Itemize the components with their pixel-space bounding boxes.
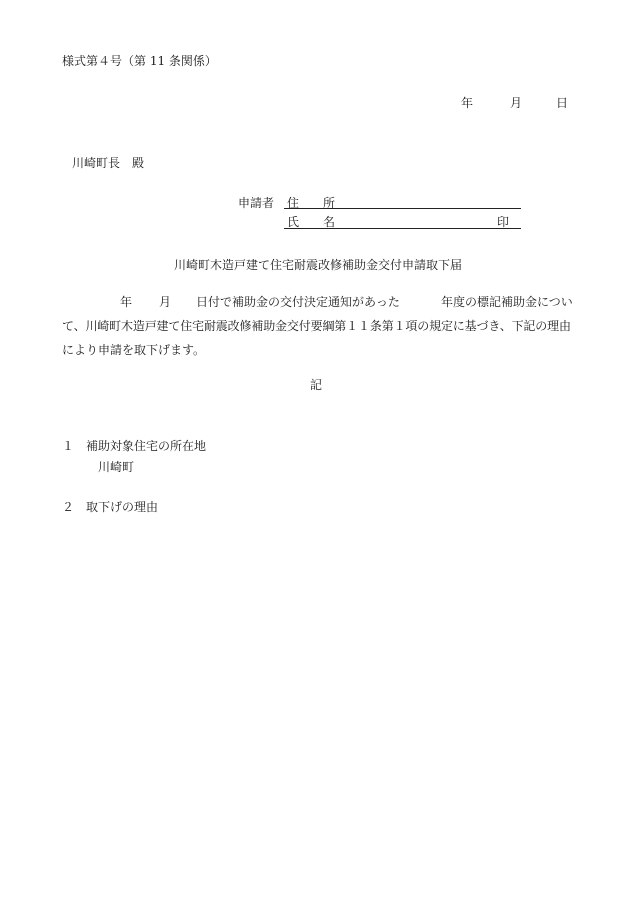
date-day-label: 日 — [556, 96, 569, 110]
item-1-value: 川崎町 — [98, 460, 135, 474]
item-1-number: １ — [62, 439, 75, 453]
document-title: 川崎町木造戸建て住宅耐震改修補助金交付申請取下届 — [174, 258, 463, 272]
body-line-2: て、川崎町木造戸建て住宅耐震改修補助金交付要綱第１１条第１項の規定に基づき、下記の理由 — [62, 319, 571, 333]
name-label: 氏 名 — [287, 215, 336, 229]
address-label: 住 所 — [287, 196, 336, 210]
body-fiscal-text: 年度の標記補助金につい — [441, 295, 573, 309]
ki-heading: 記 — [310, 378, 323, 392]
item-1-label: 補助対象住宅の所在地 — [86, 439, 207, 453]
date-year-label: 年 — [461, 96, 474, 110]
applicant-label: 申請者 — [238, 196, 275, 210]
name-underline — [284, 228, 521, 229]
date-month-label: 月 — [510, 96, 523, 110]
item-2-label: 取下げの理由 — [86, 500, 159, 514]
form-number: 様式第４号（第 11 条関係） — [62, 54, 217, 68]
addressee: 川崎町長 殿 — [72, 156, 145, 170]
body-year-label: 年 — [120, 295, 133, 309]
address-underline — [284, 208, 521, 209]
body-day-text: 日付で補助金の交付決定通知があった — [196, 295, 400, 309]
seal-mark: 印 — [497, 215, 510, 229]
body-month-label: 月 — [159, 295, 172, 309]
item-2-number: ２ — [62, 500, 75, 514]
body-line-3: により申請を取下げます。 — [62, 343, 206, 357]
